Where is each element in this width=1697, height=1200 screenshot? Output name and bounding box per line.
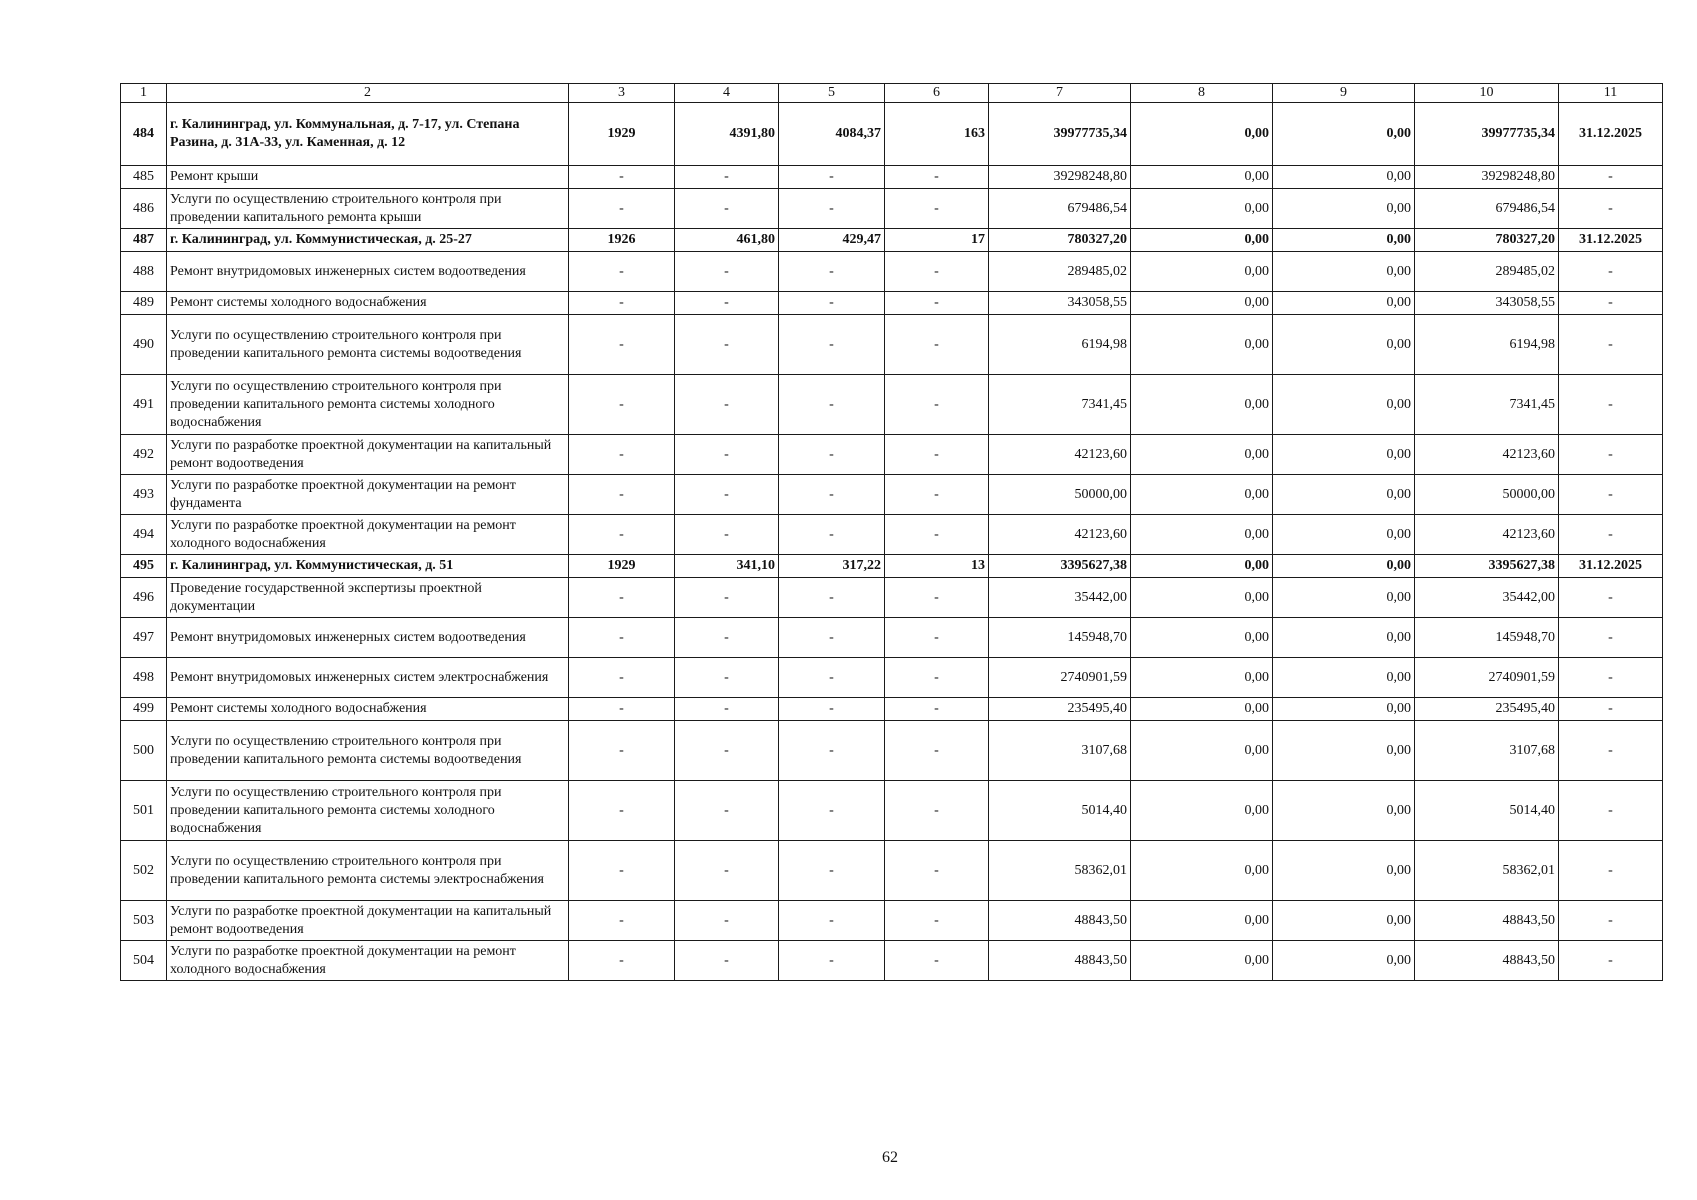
cell-col-11: 31.12.2025: [1559, 229, 1663, 252]
cell-col-3: -: [569, 841, 675, 901]
object-name: Услуги по разработке проектной документации на капитальный ремонт водоотведения: [167, 435, 569, 475]
cell-col-10: 3395627,38: [1415, 555, 1559, 578]
cell-col-6: -: [885, 292, 989, 315]
cell-col-5: -: [779, 252, 885, 292]
cell-col-3: -: [569, 618, 675, 658]
cell-col-5: -: [779, 618, 885, 658]
cell-col-9: 0,00: [1273, 292, 1415, 315]
cell-col-4: -: [675, 781, 779, 841]
cell-col-3: -: [569, 658, 675, 698]
page-number: 62: [882, 1149, 898, 1166]
object-name: Ремонт внутридомовых инженерных систем электроснабжения: [167, 658, 569, 698]
table-row: [121, 103, 1663, 166]
cell-col-10: 48843,50: [1415, 901, 1559, 941]
cell-col-11: -: [1559, 475, 1663, 515]
object-name: Услуги по разработке проектной документации на ремонт холодного водоснабжения: [167, 515, 569, 555]
object-name: Услуги по осуществлению строительного контроля при проведении капитального ремонта системы электроснабжения: [167, 841, 569, 901]
object-name: Услуги по осуществлению строительного контроля при проведении капитального ремонта системы водоотведения: [167, 721, 569, 781]
cell-col-6: -: [885, 515, 989, 555]
cell-col-5: -: [779, 166, 885, 189]
cell-col-7: 289485,02: [989, 252, 1131, 292]
cell-col-7: 50000,00: [989, 475, 1131, 515]
object-name: г. Калининград, ул. Коммунальная, д. 7-17, ул. Степана Разина, д. 31А-33, ул. Каменная, д. 12: [167, 103, 569, 166]
cell-col-10: 2740901,59: [1415, 658, 1559, 698]
object-name: Услуги по осуществлению строительного контроля при проведении капитального ремонта крыши: [167, 189, 569, 229]
cell-col-5: 317,22: [779, 555, 885, 578]
header-col-3: 3: [569, 84, 675, 103]
cell-col-7: 39977735,34: [989, 103, 1131, 166]
row-number: 489: [121, 292, 167, 315]
cell-col-8: 0,00: [1131, 315, 1273, 375]
cell-col-5: 4084,37: [779, 103, 885, 166]
cell-col-11: -: [1559, 781, 1663, 841]
cell-col-9: 0,00: [1273, 375, 1415, 435]
cell-col-8: 0,00: [1131, 781, 1273, 841]
cell-col-5: -: [779, 315, 885, 375]
cell-col-11: -: [1559, 941, 1663, 981]
cell-col-10: 48843,50: [1415, 941, 1559, 981]
cell-col-3: -: [569, 189, 675, 229]
cell-col-6: -: [885, 941, 989, 981]
cell-col-6: -: [885, 189, 989, 229]
cell-col-8: 0,00: [1131, 578, 1273, 618]
cell-col-6: 163: [885, 103, 989, 166]
table-row: [121, 781, 1663, 841]
cell-col-5: -: [779, 901, 885, 941]
row-number: 493: [121, 475, 167, 515]
cell-col-3: 1926: [569, 229, 675, 252]
cell-col-4: -: [675, 435, 779, 475]
row-number: 484: [121, 103, 167, 166]
cell-col-9: 0,00: [1273, 103, 1415, 166]
cell-col-3: 1929: [569, 103, 675, 166]
object-name: Услуги по разработке проектной документации на капитальный ремонт водоотведения: [167, 901, 569, 941]
cell-col-7: 5014,40: [989, 781, 1131, 841]
cell-col-4: 4391,80: [675, 103, 779, 166]
cell-col-9: 0,00: [1273, 698, 1415, 721]
cell-col-7: 48843,50: [989, 901, 1131, 941]
table-row: [121, 555, 1663, 578]
cell-col-3: -: [569, 781, 675, 841]
cell-col-6: -: [885, 435, 989, 475]
cell-col-5: -: [779, 189, 885, 229]
cell-col-10: 343058,55: [1415, 292, 1559, 315]
cell-col-3: -: [569, 375, 675, 435]
table-row: [121, 252, 1663, 292]
cell-col-3: -: [569, 721, 675, 781]
cell-col-3: -: [569, 475, 675, 515]
cell-col-11: -: [1559, 841, 1663, 901]
cell-col-5: -: [779, 515, 885, 555]
table-row: [121, 475, 1663, 515]
cell-col-10: 235495,40: [1415, 698, 1559, 721]
object-name: Услуги по разработке проектной документации на ремонт холодного водоснабжения: [167, 941, 569, 981]
cell-col-6: -: [885, 315, 989, 375]
table-row: [121, 292, 1663, 315]
cell-col-9: 0,00: [1273, 941, 1415, 981]
header-col-8: 8: [1131, 84, 1273, 103]
row-number: 486: [121, 189, 167, 229]
object-name: г. Калининград, ул. Коммунистическая, д. 25-27: [167, 229, 569, 252]
cell-col-4: 341,10: [675, 555, 779, 578]
cell-col-3: -: [569, 941, 675, 981]
cell-col-10: 50000,00: [1415, 475, 1559, 515]
cell-col-11: 31.12.2025: [1559, 103, 1663, 166]
cell-col-11: 31.12.2025: [1559, 555, 1663, 578]
cell-col-8: 0,00: [1131, 515, 1273, 555]
header-col-7: 7: [989, 84, 1131, 103]
cell-col-7: 42123,60: [989, 435, 1131, 475]
cell-col-9: 0,00: [1273, 166, 1415, 189]
object-name: Проведение государственной экспертизы проектной документации: [167, 578, 569, 618]
cell-col-3: -: [569, 515, 675, 555]
header-col-2: 2: [167, 84, 569, 103]
row-number: 492: [121, 435, 167, 475]
column-number-header-row: [121, 84, 1663, 103]
row-number: 503: [121, 901, 167, 941]
object-name: Ремонт внутридомовых инженерных систем водоотведения: [167, 618, 569, 658]
cell-col-8: 0,00: [1131, 252, 1273, 292]
cell-col-5: -: [779, 475, 885, 515]
row-number: 488: [121, 252, 167, 292]
table-row: [121, 375, 1663, 435]
cell-col-9: 0,00: [1273, 515, 1415, 555]
cell-col-11: -: [1559, 698, 1663, 721]
cell-col-5: -: [779, 721, 885, 781]
table-row: [121, 721, 1663, 781]
cell-col-4: -: [675, 166, 779, 189]
cell-col-9: 0,00: [1273, 252, 1415, 292]
cell-col-4: -: [675, 618, 779, 658]
cell-col-7: 42123,60: [989, 515, 1131, 555]
cell-col-7: 7341,45: [989, 375, 1131, 435]
cell-col-7: 3107,68: [989, 721, 1131, 781]
cell-col-6: -: [885, 698, 989, 721]
cell-col-3: -: [569, 166, 675, 189]
cell-col-11: -: [1559, 618, 1663, 658]
table-row: [121, 189, 1663, 229]
table-row: [121, 435, 1663, 475]
cell-col-11: -: [1559, 435, 1663, 475]
header-col-1: 1: [121, 84, 167, 103]
row-number: 485: [121, 166, 167, 189]
table-row: [121, 658, 1663, 698]
cell-col-6: -: [885, 658, 989, 698]
cell-col-9: 0,00: [1273, 841, 1415, 901]
cell-col-3: -: [569, 292, 675, 315]
object-name: Услуги по осуществлению строительного контроля при проведении капитального ремонта системы водоотведения: [167, 315, 569, 375]
cell-col-3: 1929: [569, 555, 675, 578]
cell-col-10: 6194,98: [1415, 315, 1559, 375]
table-row: [121, 901, 1663, 941]
cell-col-7: 48843,50: [989, 941, 1131, 981]
cell-col-9: 0,00: [1273, 315, 1415, 375]
cell-col-8: 0,00: [1131, 103, 1273, 166]
cell-col-11: -: [1559, 901, 1663, 941]
header-col-11: 11: [1559, 84, 1663, 103]
cell-col-5: -: [779, 435, 885, 475]
cell-col-7: 235495,40: [989, 698, 1131, 721]
cell-col-6: -: [885, 475, 989, 515]
cell-col-6: -: [885, 252, 989, 292]
cell-col-8: 0,00: [1131, 435, 1273, 475]
table-row: [121, 578, 1663, 618]
cell-col-8: 0,00: [1131, 901, 1273, 941]
cell-col-11: -: [1559, 658, 1663, 698]
cell-col-9: 0,00: [1273, 555, 1415, 578]
cell-col-7: 58362,01: [989, 841, 1131, 901]
table-row: [121, 166, 1663, 189]
cell-col-11: -: [1559, 515, 1663, 555]
cell-col-9: 0,00: [1273, 618, 1415, 658]
cell-col-3: -: [569, 901, 675, 941]
cell-col-6: -: [885, 841, 989, 901]
cell-col-7: 343058,55: [989, 292, 1131, 315]
table-row: [121, 618, 1663, 658]
cell-col-10: 35442,00: [1415, 578, 1559, 618]
row-number: 491: [121, 375, 167, 435]
cell-col-3: -: [569, 578, 675, 618]
cell-col-11: -: [1559, 292, 1663, 315]
header-col-4: 4: [675, 84, 779, 103]
table-row: [121, 941, 1663, 981]
cell-col-10: 39977735,34: [1415, 103, 1559, 166]
object-name: Услуги по разработке проектной документации на ремонт фундамента: [167, 475, 569, 515]
row-number: 501: [121, 781, 167, 841]
cell-col-8: 0,00: [1131, 189, 1273, 229]
cell-col-9: 0,00: [1273, 781, 1415, 841]
row-number: 500: [121, 721, 167, 781]
cell-col-8: 0,00: [1131, 658, 1273, 698]
cell-col-3: -: [569, 252, 675, 292]
cell-col-7: 2740901,59: [989, 658, 1131, 698]
cell-col-9: 0,00: [1273, 658, 1415, 698]
table-row: [121, 229, 1663, 252]
cell-col-8: 0,00: [1131, 721, 1273, 781]
table-row: [121, 515, 1663, 555]
cell-col-3: -: [569, 698, 675, 721]
cell-col-7: 6194,98: [989, 315, 1131, 375]
cell-col-11: -: [1559, 166, 1663, 189]
row-number: 497: [121, 618, 167, 658]
object-name: Ремонт крыши: [167, 166, 569, 189]
object-name: Ремонт системы холодного водоснабжения: [167, 698, 569, 721]
cell-col-10: 39298248,80: [1415, 166, 1559, 189]
cell-col-8: 0,00: [1131, 841, 1273, 901]
cell-col-9: 0,00: [1273, 229, 1415, 252]
row-number: 490: [121, 315, 167, 375]
table-row: [121, 698, 1663, 721]
cell-col-10: 145948,70: [1415, 618, 1559, 658]
cell-col-8: 0,00: [1131, 229, 1273, 252]
object-name: Ремонт внутридомовых инженерных систем водоотведения: [167, 252, 569, 292]
cell-col-4: 461,80: [675, 229, 779, 252]
cell-col-5: -: [779, 781, 885, 841]
cell-col-11: -: [1559, 252, 1663, 292]
cell-col-10: 42123,60: [1415, 515, 1559, 555]
cell-col-6: -: [885, 721, 989, 781]
row-number: 504: [121, 941, 167, 981]
cell-col-6: -: [885, 166, 989, 189]
cell-col-10: 679486,54: [1415, 189, 1559, 229]
cell-col-8: 0,00: [1131, 475, 1273, 515]
cell-col-4: -: [675, 252, 779, 292]
cell-col-5: 429,47: [779, 229, 885, 252]
row-number: 499: [121, 698, 167, 721]
cell-col-10: 7341,45: [1415, 375, 1559, 435]
header-col-5: 5: [779, 84, 885, 103]
cell-col-4: -: [675, 698, 779, 721]
header-col-10: 10: [1415, 84, 1559, 103]
cell-col-11: -: [1559, 189, 1663, 229]
cell-col-5: -: [779, 841, 885, 901]
object-name: Ремонт системы холодного водоснабжения: [167, 292, 569, 315]
cell-col-5: -: [779, 698, 885, 721]
cell-col-7: 35442,00: [989, 578, 1131, 618]
cell-col-11: -: [1559, 375, 1663, 435]
cell-col-4: -: [675, 189, 779, 229]
cell-col-8: 0,00: [1131, 292, 1273, 315]
cell-col-11: -: [1559, 578, 1663, 618]
row-number: 494: [121, 515, 167, 555]
row-number: 495: [121, 555, 167, 578]
cell-col-9: 0,00: [1273, 475, 1415, 515]
row-number: 487: [121, 229, 167, 252]
cell-col-6: -: [885, 375, 989, 435]
cell-col-4: -: [675, 292, 779, 315]
cell-col-10: 42123,60: [1415, 435, 1559, 475]
cell-col-11: -: [1559, 315, 1663, 375]
cell-col-4: -: [675, 578, 779, 618]
cell-col-10: 58362,01: [1415, 841, 1559, 901]
cell-col-10: 780327,20: [1415, 229, 1559, 252]
header-col-9: 9: [1273, 84, 1415, 103]
object-name: г. Калининград, ул. Коммунистическая, д. 51: [167, 555, 569, 578]
cell-col-6: 17: [885, 229, 989, 252]
cell-col-4: -: [675, 721, 779, 781]
cell-col-5: -: [779, 375, 885, 435]
cell-col-4: -: [675, 841, 779, 901]
cell-col-4: -: [675, 475, 779, 515]
cell-col-7: 679486,54: [989, 189, 1131, 229]
cell-col-4: -: [675, 941, 779, 981]
cell-col-8: 0,00: [1131, 941, 1273, 981]
cell-col-5: -: [779, 292, 885, 315]
cell-col-10: 5014,40: [1415, 781, 1559, 841]
cell-col-3: -: [569, 435, 675, 475]
cell-col-11: -: [1559, 721, 1663, 781]
object-name: Услуги по осуществлению строительного контроля при проведении капитального ремонта системы холодного водоснабжения: [167, 375, 569, 435]
cell-col-8: 0,00: [1131, 166, 1273, 189]
cell-col-5: -: [779, 941, 885, 981]
cell-col-8: 0,00: [1131, 555, 1273, 578]
table-body: [121, 84, 1663, 981]
cell-col-9: 0,00: [1273, 189, 1415, 229]
cell-col-9: 0,00: [1273, 435, 1415, 475]
cell-col-4: -: [675, 901, 779, 941]
cell-col-7: 39298248,80: [989, 166, 1131, 189]
table-row: [121, 315, 1663, 375]
cell-col-6: -: [885, 781, 989, 841]
row-number: 502: [121, 841, 167, 901]
cell-col-4: -: [675, 515, 779, 555]
cell-col-8: 0,00: [1131, 375, 1273, 435]
cell-col-7: 145948,70: [989, 618, 1131, 658]
cell-col-6: -: [885, 901, 989, 941]
cell-col-4: -: [675, 375, 779, 435]
cell-col-10: 289485,02: [1415, 252, 1559, 292]
cell-col-4: -: [675, 658, 779, 698]
cell-col-4: -: [675, 315, 779, 375]
object-name: Услуги по осуществлению строительного контроля при проведении капитального ремонта системы холодного водоснабжения: [167, 781, 569, 841]
cell-col-6: -: [885, 618, 989, 658]
repair-program-table: [120, 83, 1663, 981]
cell-col-8: 0,00: [1131, 618, 1273, 658]
cell-col-3: -: [569, 315, 675, 375]
cell-col-7: 780327,20: [989, 229, 1131, 252]
cell-col-8: 0,00: [1131, 698, 1273, 721]
cell-col-5: -: [779, 658, 885, 698]
cell-col-9: 0,00: [1273, 901, 1415, 941]
header-col-6: 6: [885, 84, 989, 103]
cell-col-10: 3107,68: [1415, 721, 1559, 781]
cell-col-7: 3395627,38: [989, 555, 1131, 578]
cell-col-6: 13: [885, 555, 989, 578]
cell-col-6: -: [885, 578, 989, 618]
cell-col-9: 0,00: [1273, 578, 1415, 618]
cell-col-9: 0,00: [1273, 721, 1415, 781]
row-number: 498: [121, 658, 167, 698]
row-number: 496: [121, 578, 167, 618]
table-row: [121, 841, 1663, 901]
cell-col-5: -: [779, 578, 885, 618]
